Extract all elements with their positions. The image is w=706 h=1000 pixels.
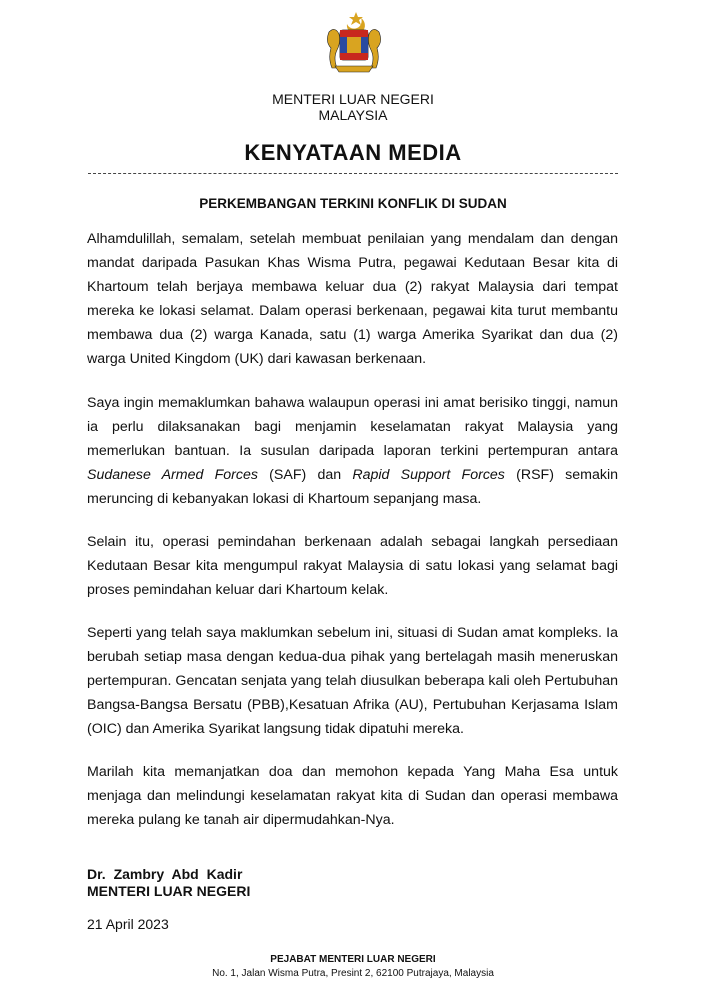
signatory-name: Dr. Zambry Abd Kadir: [87, 866, 243, 882]
document-subject: PERKEMBANGAN TERKINI KONFLIK DI SUDAN: [199, 196, 507, 211]
footer-office: PEJABAT MENTERI LUAR NEGERI: [270, 954, 436, 965]
statement-date: 21 April 2023: [87, 916, 169, 932]
paragraph-3: Selain itu, operasi pemindahan berkenaan adalah sebagai langkah persediaan Kedutaan Besar kita mengumpul rakyat Malaysia di satu lokasi yang selamat bagi proses pemindahan keluar dari Khartoum kelak.: [87, 534, 618, 598]
title-divider: [88, 173, 618, 174]
rsf-term: Rapid Support Forces: [352, 467, 505, 483]
country-name: MALAYSIA: [318, 107, 388, 123]
document-title: KENYATAAN MEDIA: [244, 140, 462, 165]
footer-address: No. 1, Jalan Wisma Putra, Presint 2, 62100 Putrajaya, Malaysia: [212, 968, 494, 979]
paragraph-2-text-b: (SAF) dan: [257, 467, 353, 483]
paragraph-5: Marilah kita memanjatkan doa dan memohon kepada Yang Maha Esa untuk menjaga dan melindungi keselamatan rakyat kita di Sudan dan operasi membawa mereka pulang ke tanah air dipermudahkan-Nya.: [87, 764, 618, 828]
paragraph-2-text-c: (RSF) semakin meruncing di kebanyakan lokasi di Khartoum sepanjang masa.: [87, 467, 618, 507]
office-name: MENTERI LUAR NEGERI: [272, 91, 434, 107]
paragraph-1: Alhamdulillah, semalam, setelah membuat penilaian yang mendalam dan dengan mandat daripada Pasukan Khas Wisma Putra, pegawai Kedutaan Besar kita di Khartoum telah berjaya membawa keluar dua (2) rakyat Malaysia dari tempat mereka ke lokasi selamat. Dalam operasi berkenaan, pegawai kita turut membantu membawa dua (2) warga Kanada, satu (1) warga Amerika Syarikat dan dua (2) warga United Kingdom (UK) dari kawasan berkenaan.: [87, 231, 618, 367]
signatory-title: MENTERI LUAR NEGERI: [87, 883, 251, 899]
paragraph-4: Seperti yang telah saya maklumkan sebelum ini, situasi di Sudan amat kompleks. Ia berubah setiap masa dengan kedua-dua pihak yang bertelagah masih meneruskan pertempuran. Gencatan senjata yang telah diusulkan beberapa kali oleh Pertubuhan Bangsa-Bangsa Bersatu (PBB),Kesatuan Afrika (AU), Pertubuhan Kerjasama Islam (OIC) dan Amerika Syarikat langsung tidak dipatuhi mereka.: [87, 625, 618, 737]
saf-term: Sudanese Armed Forces: [87, 467, 258, 483]
paragraph-2: [87, 391, 618, 511]
paragraph-2-text-a: Saya ingin memaklumkan bahawa walaupun operasi ini amat berisiko tinggi, namun ia perlu dilaksanakan bagi menjamin keselamatan rakyat Malaysia yang memerlukan bantuan. Ia susulan daripada laporan terkini pertempuran antara: [87, 395, 618, 459]
coat-of-arms-icon: [325, 10, 383, 76]
